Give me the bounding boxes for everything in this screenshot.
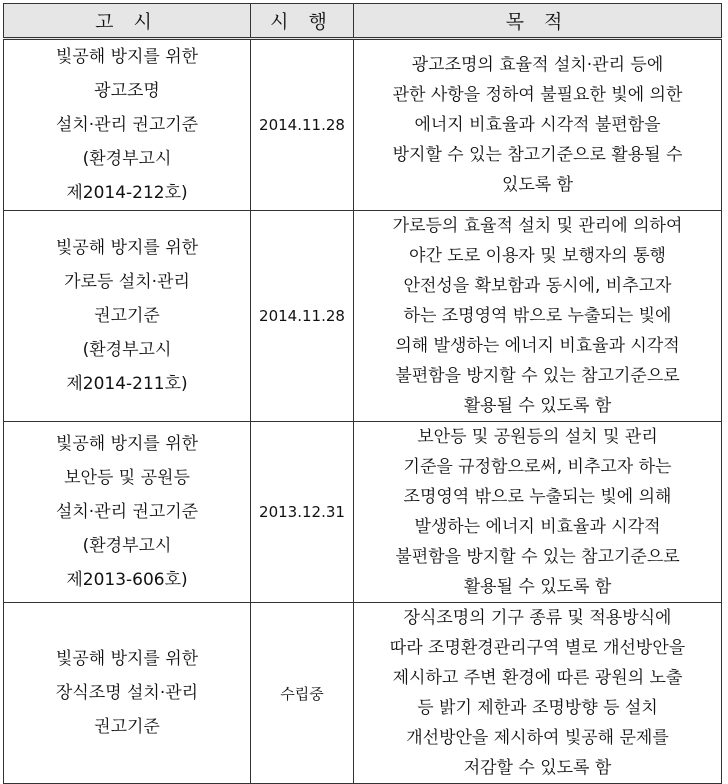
purpose-cell <box>354 211 722 422</box>
purpose-line: 활용될 수 있도록 함 <box>463 396 612 416</box>
purpose-line: 방지할 수 있는 참고기준으로 활용될 수 <box>392 145 683 165</box>
purpose-line: 장식조명의 기구 종류 및 적용방식에 <box>403 608 672 628</box>
table-row <box>4 39 722 211</box>
date-cell: 2014.11.28 <box>251 39 354 211</box>
purpose-line: 조명영역 밖으로 누출되는 빛에 의해 <box>403 487 672 507</box>
notice-line: 가로등 설치·관리 <box>64 272 190 292</box>
purpose-line: 보안등 및 공원등의 설치 및 관리 <box>417 427 658 447</box>
purpose-line: 저감할 수 있도록 함 <box>463 758 612 778</box>
table-row <box>4 422 722 603</box>
header-purpose: 목 적 <box>354 4 722 39</box>
notice-cell <box>4 603 251 784</box>
notice-line: 제2014-211호) <box>66 374 188 394</box>
notice-line: (환경부고시 <box>82 340 172 360</box>
notice-line: 제2013-606호) <box>66 570 188 590</box>
purpose-line: 제시하고 주변 환경에 따른 광원의 노출 <box>392 668 683 688</box>
purpose-line: 야간 도로 이용자 및 보행자의 통행 <box>409 246 666 266</box>
date-cell: 수립중 <box>251 603 354 784</box>
purpose-line: 하는 조명영역 밖으로 누출되는 빛에 <box>403 306 672 326</box>
table-row <box>4 211 722 422</box>
purpose-line: 활용될 수 있도록 함 <box>463 577 612 597</box>
notice-cell <box>4 211 251 422</box>
purpose-line: 따라 조명환경관리구역 별로 개선방안을 <box>389 638 686 658</box>
notice-line: 빛공해 방지를 위한 <box>55 649 199 669</box>
purpose-cell <box>354 603 722 784</box>
date-cell: 2014.11.28 <box>251 211 354 422</box>
purpose-line: 관한 사항을 정하여 불필요한 빛에 의한 <box>392 85 683 105</box>
purpose-line: 안전성을 확보함과 동시에, 비추고자 <box>403 276 672 296</box>
notice-line: 권고기준 <box>94 717 160 737</box>
purpose-line: 기준을 규정함으로써, 비추고자 하는 <box>403 457 672 477</box>
notice-line: (환경부고시 <box>82 536 172 556</box>
notice-line: 권고기준 <box>94 306 160 326</box>
header-row <box>4 4 722 39</box>
notice-line: 제2014-212호) <box>66 183 188 203</box>
purpose-line: 등 밝기 제한과 조명방향 등 설치 <box>417 698 658 718</box>
header-date: 시 행 <box>251 4 354 39</box>
notice-line: 빛공해 방지를 위한 <box>55 47 199 67</box>
notice-line: 빛공해 방지를 위한 <box>55 238 199 258</box>
purpose-line: 불편함을 방지할 수 있는 참고기준으로 <box>395 366 680 386</box>
purpose-line: 에너지 비효율과 시각적 불편함을 <box>414 115 661 135</box>
purpose-line: 개선방안을 제시하여 빛공해 문제를 <box>406 728 669 748</box>
table-header <box>4 4 722 39</box>
notice-line: 빛공해 방지를 위한 <box>55 434 199 454</box>
notice-line: 설치·관리 권고기준 <box>55 502 199 522</box>
purpose-line: 발생하는 에너지 비효율과 시각적 <box>414 517 661 537</box>
purpose-cell <box>354 39 722 211</box>
notice-cell <box>4 39 251 211</box>
notice-line: 설치·관리 권고기준 <box>55 115 199 135</box>
purpose-cell <box>354 422 722 603</box>
table-row <box>4 603 722 784</box>
notice-line: 보안등 및 공원등 <box>64 468 190 488</box>
notice-table <box>3 3 722 784</box>
purpose-line: 불편함을 방지할 수 있는 참고기준으로 <box>395 547 680 567</box>
purpose-line: 가로등의 효율적 설치 및 관리에 의하여 <box>392 216 683 236</box>
purpose-line: 의해 발생하는 에너지 비효율과 시각적 <box>395 336 680 356</box>
notice-line: (환경부고시 <box>82 149 172 169</box>
purpose-line: 광고조명의 효율적 설치·관리 등에 <box>411 55 664 75</box>
notice-line: 장식조명 설치·관리 <box>55 683 199 703</box>
purpose-line: 있도록 함 <box>501 175 574 195</box>
date-cell: 2013.12.31 <box>251 422 354 603</box>
table-body <box>4 39 722 784</box>
notice-line: 광고조명 <box>94 81 160 101</box>
header-notice: 고 시 <box>4 4 251 39</box>
notice-cell <box>4 422 251 603</box>
